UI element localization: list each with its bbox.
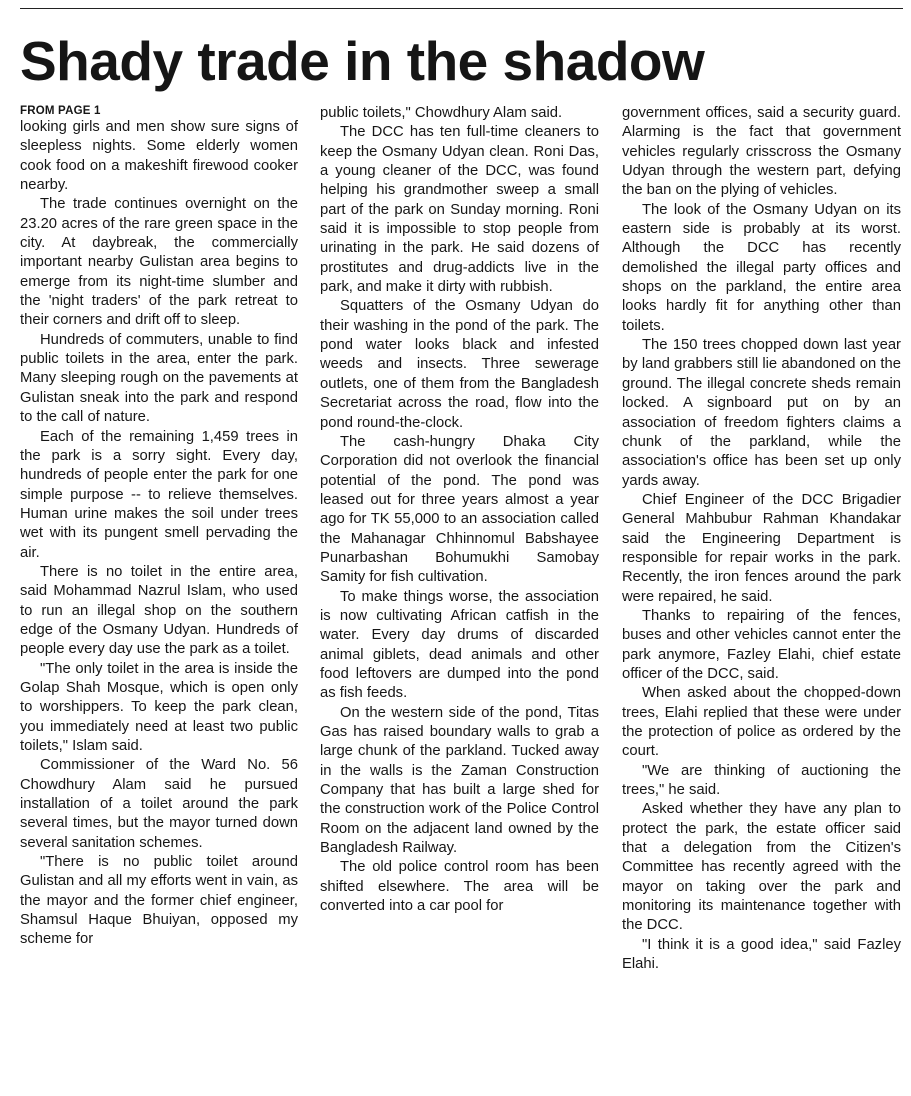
paragraph: The trade continues overnight on the 23.20 acres of the rare green space in the city. At daybreak, the commercially important nearby Gulistan area begins to emerge from its night-time slumber and the 'night traders' of the park retreat to their corners and drift off to sleep. [20,196,298,329]
paragraph: Chief Engineer of the DCC Brigadier General Mahbubur Rahman Khandakar said the Engineering Department is responsible for repair works in the park. Recently, the iron fences around the park were repaired, he said. [622,491,901,605]
paragraph: The look of the Osmany Udyan on its eastern side is probably at its worst. Although the DCC has recently demolished the illegal party offices and shops on the parkland, the entire area looks hardly fit for anything other than toilets. [622,201,901,334]
paragraph: When asked about the chopped-down trees, Elahi replied that these were under the protection of police as ordered by the court. [622,685,901,760]
paragraph: "The only toilet in the area is inside the Golap Shah Mosque, which is open only to worshippers. To keep the park clean, you immediately need at least two public toilets," Islam said. [20,660,298,754]
paragraph: looking girls and men show sure signs of sleepless nights. Some elderly women cook food on a makeshift firewood cooker nearby. [20,119,298,194]
paragraph: Thanks to repairing of the fences, buses and other vehicles cannot enter the park anymore, Fazley Elahi, chief estate officer of the DCC, said. [622,607,901,682]
paragraph: The DCC has ten full-time cleaners to keep the Osmany Udyan clean. Roni Das, a young cleaner of the DCC, was found helping his grandmother sweep a small part of the park on Sunday morning. Roni said it is impossible to stop people from urinating in the park. He said dozens of prostitutes and drug-addicts live in the park, and make it dirty with rubbish. [320,124,599,296]
paragraph: Asked whether they have any plan to protect the park, the estate officer said that a delegation from the Citizen's Committee has recently agreed with the mayor on taking over the park and monitoring its maintenance together with the DCC. [622,801,901,934]
paragraph: "There is no public toilet around Gulistan and all my efforts went in vain, as the mayor and the former chief engineer, Shamsul Haque Bhuiyan, opposed my scheme for [20,854,298,948]
paragraph: "We are thinking of auctioning the trees," he said. [622,762,901,799]
paragraph: The old police control room has been shifted elsewhere. The area will be converted into a car pool for [320,859,599,915]
article-column-2 [320,104,599,1084]
headline: Shady trade in the shadow [20,30,705,92]
article-column-3 [622,104,901,1084]
paragraph: To make things worse, the association is now cultivating African catfish in the water. Every day drums of discarded animal giblets, dead animals and other food leftovers are dumped into the pond as fish feeds. [320,588,599,702]
article-column-1 [20,104,298,1084]
paragraph: "I think it is a good idea," said Fazley Elahi. [622,936,901,973]
paragraph: The cash-hungry Dhaka City Corporation did not overlook the financial potential of the pond. The pond was leased out for three years almost a year ago for TK 55,000 to an association called the Mahanagar Chhinnomul Babshayee Punarbashan Bohumukhi Samobay Samity for fish cultivation. [320,433,599,586]
continued-from-label: FROM PAGE 1 [20,105,101,117]
paragraph: There is no toilet in the entire area, said Mohammad Nazrul Islam, who used to run an illegal shop on the southern edge of the Osmany Udyan. Hundreds of people every day use the park as a toilet. [20,563,298,658]
paragraph: The 150 trees chopped down last year by land grabbers still lie abandoned on the ground. The illegal concrete sheds remain locked. A signboard put on by an association of freedom fighters claims a chunk of the parkland, while the association's office has been set up only yards away. [622,337,901,489]
paragraph: government offices, said a security guard. Alarming is the fact that government vehicles regularly crisscross the Osmany Udyan through the western part, defying the ban on the plying of vehicles. [622,105,901,199]
paragraph: Squatters of the Osmany Udyan do their washing in the pond of the park. The pond water looks black and infested weeds and insects. Three sewerage outlets, one of them from the Bangladesh Secretariat across the road, flow into the pond round-the-clock. [320,298,599,431]
paragraph: On the western side of the pond, Titas Gas has raised boundary walls to grab a large chunk of the parkland. Tucked away in the walls is the Zaman Construction Company that has built a large shed for the construction work of the Police Control Room on the adjacent land owned by the Bangladesh Railway. [320,704,599,857]
paragraph: Hundreds of commuters, unable to find public toilets in the area, enter the park. Many sleeping rough on the pavements at Gulistan sneak into the park and respond to the call of nature. [20,331,298,426]
paragraph: Commissioner of the Ward No. 56 Chowdhury Alam said he pursued installation of a toilet around the park several times, but the mayor turned down several sanitation schemes. [20,757,298,851]
paragraph: Each of the remaining 1,459 trees in the park is a sorry sight. Every day, hundreds of people enter the park for one simple purpose -- to relieve themselves. Human urine makes the soil under trees wet with its pungent smell pervading the air. [20,428,298,561]
paragraph: public toilets," Chowdhury Alam said. [320,105,563,121]
top-rule [20,8,903,9]
